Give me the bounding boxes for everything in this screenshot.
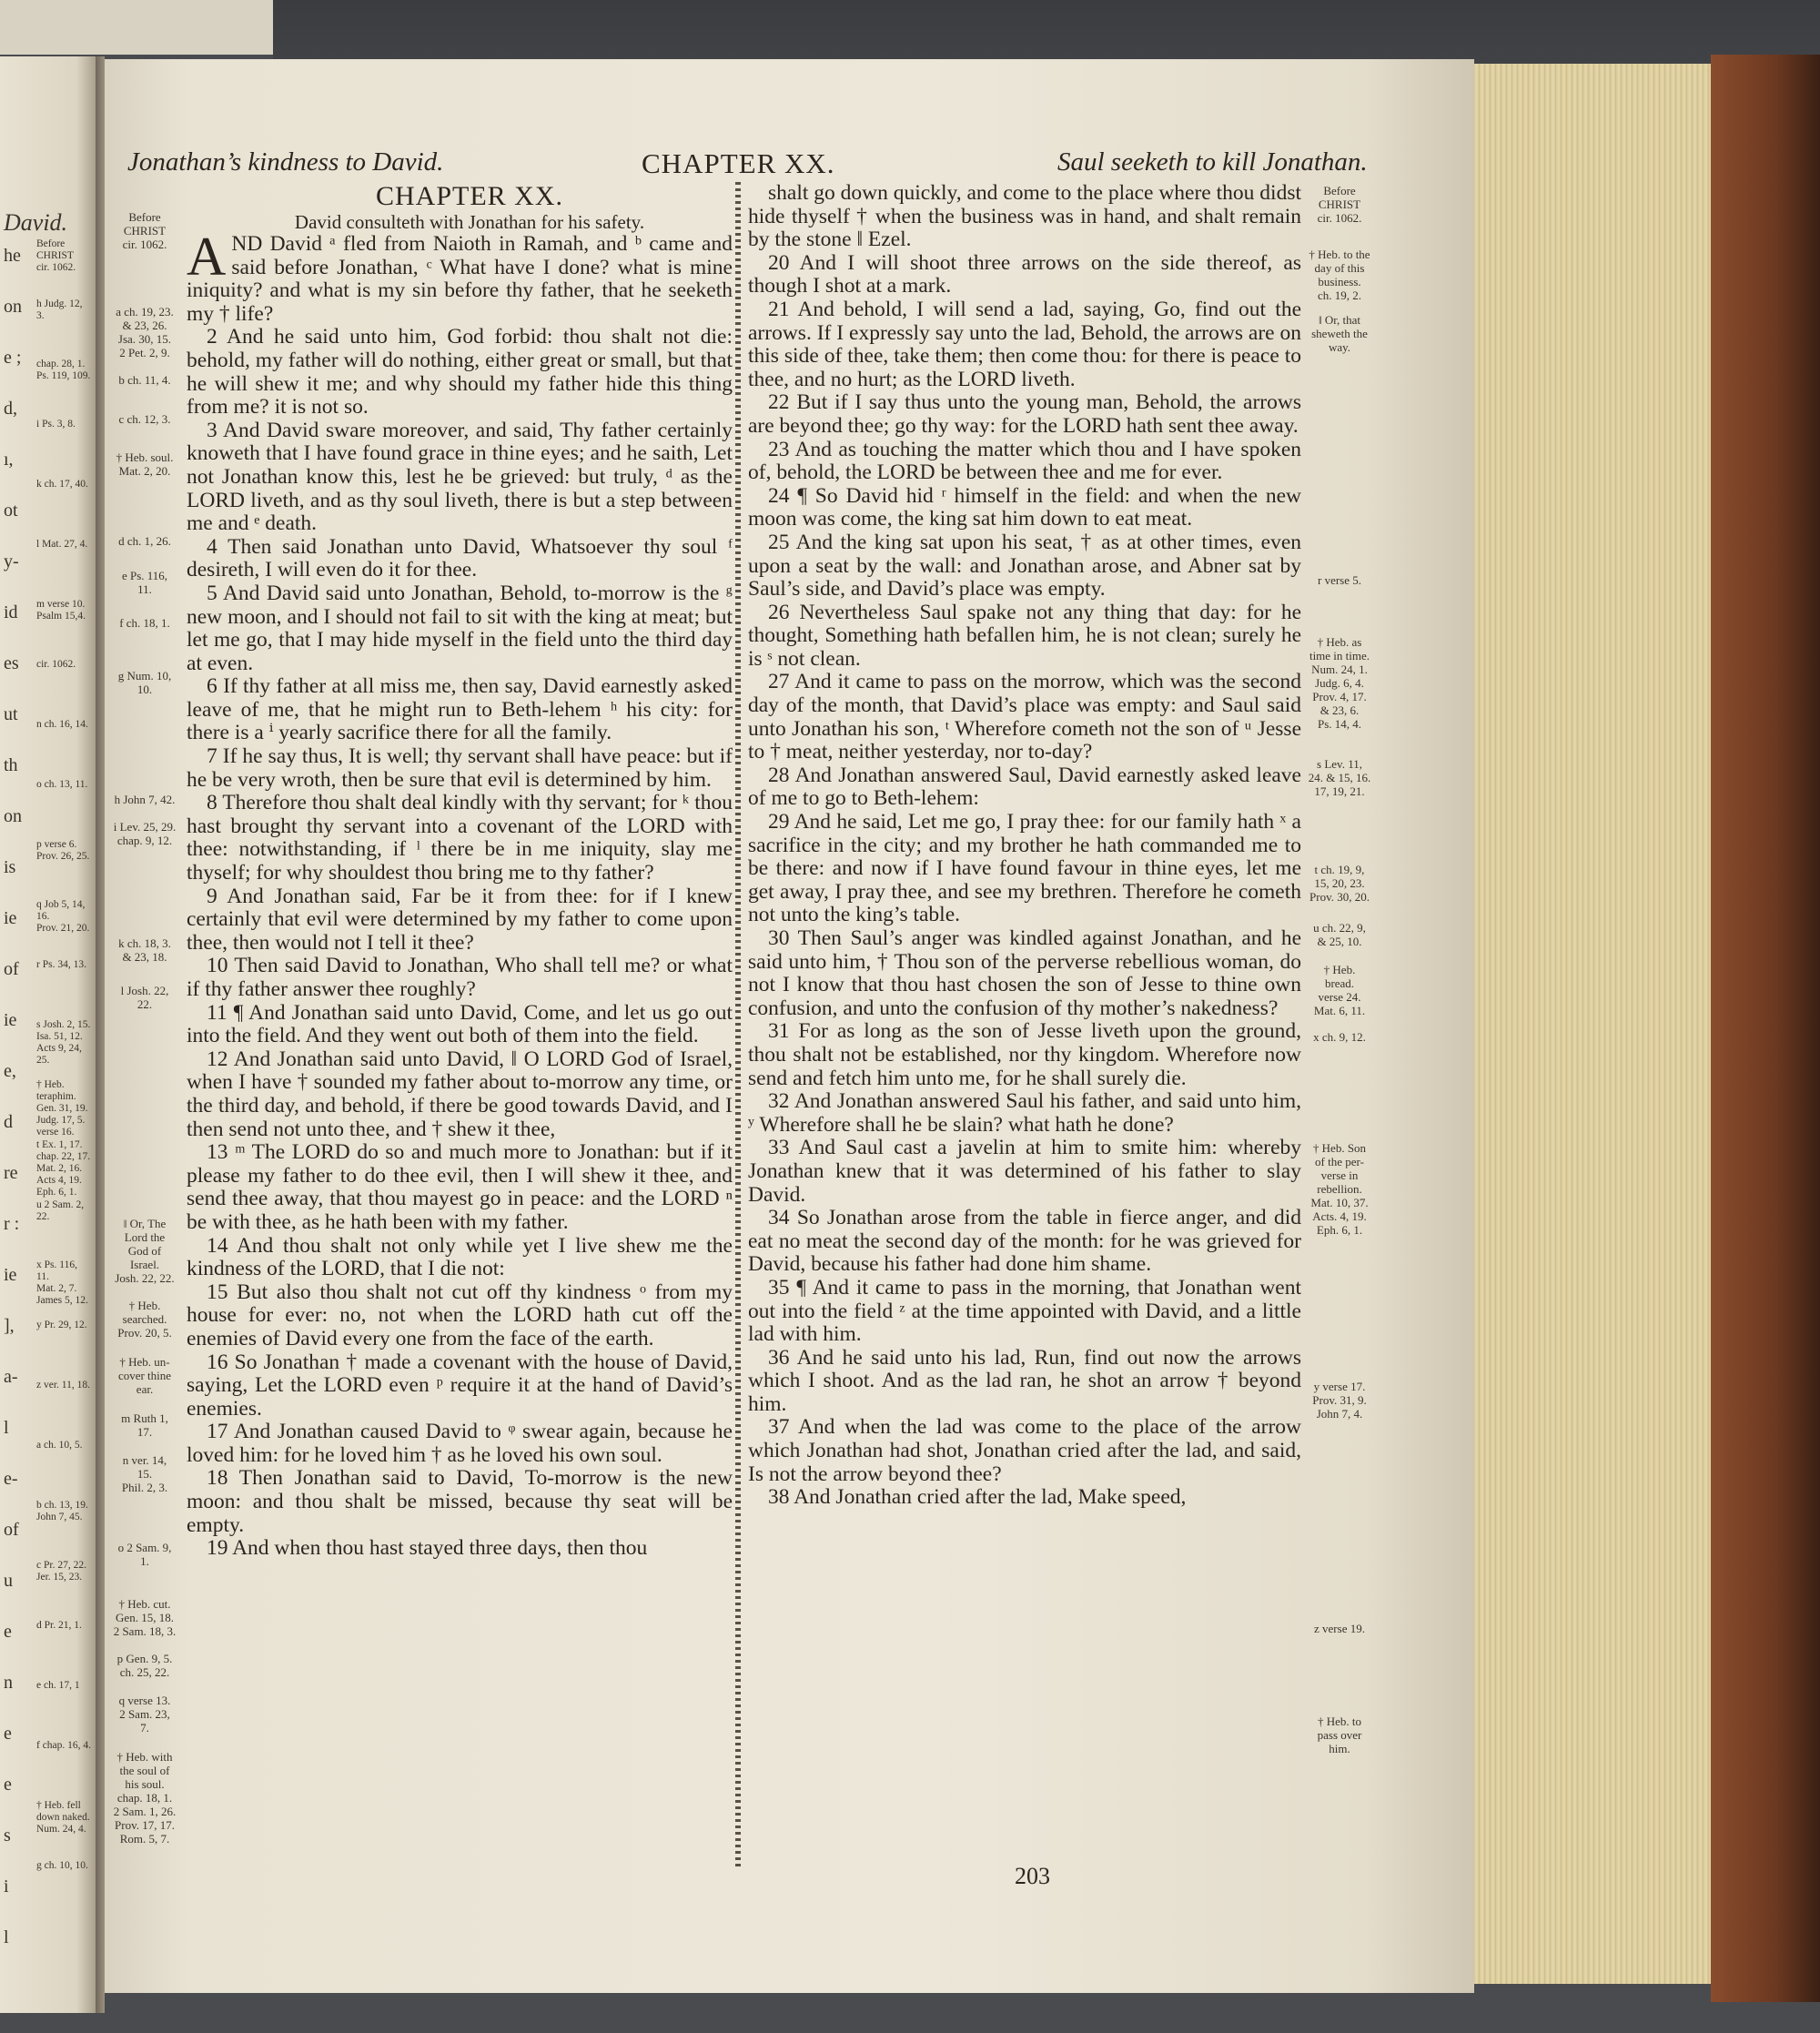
verse-paragraph: 33 And Saul cast a javelin at him to smite him: whereby Jonathan knew that it was determined of his father to slay David. bbox=[748, 1136, 1301, 1207]
margin-note: † Heb. as time in time. Num. 24, 1. Judg. 6, 4. Prov. 4, 17. & 23, 6. Ps. 14, 4. bbox=[1309, 635, 1370, 731]
margin-note: b ch. 11, 4. bbox=[118, 373, 171, 387]
left-margin-note: u 2 Sam. 2, 22. bbox=[36, 1199, 85, 1222]
left-margin-note: r Ps. 34, 13. bbox=[36, 959, 86, 970]
left-line-fragment: on bbox=[4, 806, 22, 826]
page-edges bbox=[1474, 64, 1747, 1984]
background-top-left bbox=[0, 0, 273, 55]
left-line-fragment: is bbox=[4, 857, 16, 877]
margin-note: † Heb. cut. Gen. 15, 18. 2 Sam. 18, 3. bbox=[113, 1597, 177, 1638]
margin-note: q verse 13. 2 Sam. 23, 7. bbox=[118, 1694, 171, 1735]
left-margin-note: t Ex. 1, 17. chap. 22, 17. Mat. 2, 16. Acts 4, 19. Eph. 6, 1. bbox=[36, 1139, 91, 1198]
left-margin-note: h Judg. 12, 3. bbox=[36, 298, 83, 321]
running-head-center: CHAPTER XX. bbox=[642, 147, 835, 179]
verse-paragraph: 23 And as touching the matter which thou and I have spoken of, behold, the LORD be between thee and me for ever. bbox=[748, 437, 1301, 485]
margin-note: y verse 17. Prov. 31, 9. John 7, 4. bbox=[1312, 1380, 1367, 1421]
left-margin-note: m verse 10. Psalm 15,4. bbox=[36, 599, 86, 622]
verse-paragraph: 26 Nevertheless Saul spake not any thing that day: for he thought, Something hath befallen him, he is not clean; surely he is ˢ not clean. bbox=[748, 600, 1301, 671]
left-margin-note: c Pr. 27, 22. Jer. 15, 23. bbox=[36, 1560, 86, 1583]
verse-paragraph: 21 And behold, I will send a lad, saying, Go, find out the arrows. If I expressly say unto the lad, Behold, the arrows are on this side of thee, take them; then come thou: for there is peace to thee, and no hurt; as the LORD liveth. bbox=[748, 297, 1301, 391]
verse-paragraph: 35 ¶ And it came to pass in the morning, that Jonathan went out into the field ᶻ at the time appointed with David, and a little lad with him. bbox=[748, 1275, 1301, 1347]
verse-paragraph: 2 And he said unto him, God forbid: thou shalt not die: behold, my father will do nothing, either great or small, but that he will shew it me; and why should my father hide this thing from me? it is not so. bbox=[187, 325, 733, 420]
verse-paragraph: 10 Then said David to Jonathan, Who shall tell me? or what if thy father answer thee roughly? bbox=[187, 954, 733, 1001]
margin-note: † Heb. searched. Prov. 20, 5. bbox=[117, 1299, 172, 1340]
margin-note: i Lev. 25, 29. chap. 9, 12. bbox=[113, 820, 177, 847]
left-margin-note: z ver. 11, 18. bbox=[36, 1380, 90, 1391]
left-line-fragment: e bbox=[4, 1724, 12, 1744]
left-margin-note: o ch. 13, 11. bbox=[36, 779, 88, 790]
left-margin-note: a ch. 10, 5. bbox=[36, 1440, 83, 1451]
verse-paragraph: 7 If he say thus, It is well; thy servant shall have peace: but if he be very wroth, then be sure that evil is determined by him. bbox=[187, 744, 733, 792]
verse-paragraph: 14 And thou shalt not only while yet I live shew me the kindness of the LORD, that I die not: bbox=[187, 1233, 733, 1281]
left-margin-note: y Pr. 29, 12. bbox=[36, 1320, 87, 1330]
left-margin-note: cir. 1062. bbox=[36, 659, 76, 670]
left-line-fragment: n bbox=[4, 1673, 13, 1693]
margin-notes-right bbox=[1303, 182, 1376, 1866]
left-line-fragment: e, bbox=[4, 1061, 16, 1081]
verse-paragraph: 15 But also thou shalt not cut off thy kindness ᵒ from my house for ever: no, not when the LORD hath cut off the enemies of David every one from the face of the earth. bbox=[187, 1279, 733, 1350]
margin-note: a ch. 19, 23. & 23, 26. Jsa. 30, 15. 2 Pet. 2, 9. bbox=[116, 305, 174, 359]
left-line-fragment: he bbox=[4, 246, 21, 266]
verse-paragraph: 12 And Jonathan said unto David, ‖ O LORD God of Israel, when I have † sounded my father about to-morrow any time, or the third day, and behold, if there be good towards David, and I then send not unto thee, and † shew it thee, bbox=[187, 1047, 733, 1141]
verse-paragraph: 13 ᵐ The LORD do so and much more to Jonathan: but if it please my father to do thee evil, then I will shew it thee, and send thee away, that thou mayest go in peace: and the LORD ⁿ be with thee, as he hath been with my father. bbox=[187, 1140, 733, 1234]
left-margin-note: q Job 5, 14, 16. Prov. 21, 20. bbox=[36, 899, 90, 934]
left-margin-note: l Mat. 27, 4. bbox=[36, 539, 88, 550]
verse-paragraph: 30 Then Saul’s anger was kindled against Jonathan, and he said unto him, † Thou son of the perverse rebellious woman, do not I know that thou hast chosen the son of Jesse to thine own confusion, and unto the confusion of thy mother’s nakedness? bbox=[748, 926, 1301, 1020]
margin-notes-left bbox=[107, 196, 182, 1879]
left-line-fragment: r : bbox=[4, 1214, 20, 1234]
left-line-fragment: th bbox=[4, 755, 18, 775]
left-line-fragment: ], bbox=[4, 1316, 15, 1336]
margin-note: o 2 Sam. 9, 1. bbox=[117, 1541, 172, 1568]
margin-note: m Ruth 1, 17. bbox=[121, 1411, 168, 1439]
left-line-fragment: of bbox=[4, 959, 19, 979]
margin-note: † Heb. bread. verse 24. Mat. 6, 11. bbox=[1313, 963, 1366, 1017]
margin-note: l Josh. 22, 22. bbox=[120, 984, 169, 1011]
verse-paragraph: 16 So Jonathan † made a covenant with the house of David, saying, Let the LORD even ᵖ require it at the hand of David’s enemies. bbox=[187, 1350, 733, 1421]
margin-note: p Gen. 9, 5. ch. 25, 22. bbox=[116, 1652, 173, 1679]
margin-note: † Heb. to the day of this business. ch. 19, 2. bbox=[1309, 248, 1370, 302]
verse-paragraph: 34 So Jonathan arose from the table in fierce anger, and did eat no meat the second day of the month: for he was grieved for David, because his father had done him shame. bbox=[748, 1206, 1301, 1277]
left-line-fragment: d bbox=[4, 1112, 13, 1132]
verse-paragraph: 20 And I will shoot three arrows on the side thereof, as though I shot at a mark. bbox=[748, 250, 1301, 298]
verse-paragraph: 8 Therefore thou shalt deal kindly with thy servant; for ᵏ thou hast brought thy servant into a covenant of the LORD with thee: notwithstanding, if ˡ there be in me iniquity, slay me thyself; for why shouldest thou bring me to thy father? bbox=[187, 791, 733, 885]
left-line-fragment: s bbox=[4, 1826, 11, 1846]
verse-paragraph: 19 And when thou hast stayed three days, then thou bbox=[207, 1536, 648, 1561]
margin-note: † Heb. with the soul of his soul. chap. 18, 1. 2 Sam. 1, 26. Prov. 17, 17. Rom. 5, 7. bbox=[113, 1750, 177, 1846]
verse-paragraph: 27 And it came to pass on the morrow, which was the second day of the month, that David’s place was empty: and Saul said unto Jonathan his son, ᵗ Wherefore cometh not the son of ᵘ Jesse to † meat, neither yesterday, nor to-day? bbox=[748, 670, 1301, 764]
left-margin-note: † Heb. fell down naked. Num. 24, 4. bbox=[36, 1800, 90, 1835]
left-margin-note: s Josh. 2, 15. Isa. 51, 12. Acts 9, 24, 25. bbox=[36, 1019, 91, 1066]
left-line-fragment: d, bbox=[4, 399, 17, 419]
margin-note: f ch. 18, 1. bbox=[119, 616, 170, 630]
verse-paragraph: 5 And David said unto Jonathan, Behold, to-morrow is the ᵍ new moon, and I should not fail to sit with the king at meat; but let me go, that I may hide myself in the field unto the third day at even. bbox=[187, 581, 733, 675]
verse-paragraph bbox=[187, 227, 733, 326]
left-page-fragment bbox=[0, 56, 96, 2013]
left-line-fragment: e bbox=[4, 1775, 12, 1795]
left-page-header: David. bbox=[4, 209, 68, 236]
margin-note: n ver. 14, 15. Phil. 2, 3. bbox=[121, 1453, 168, 1494]
verse-paragraph: 17 And Jonathan caused David to ᵠ swear again, because he loved him: for he loved him † as he loved his own soul. bbox=[187, 1420, 733, 1467]
margin-note: Before CHRIST cir. 1062. bbox=[1317, 184, 1362, 225]
chapter-heading: CHAPTER XX. bbox=[375, 181, 563, 211]
margin-note: ‖ Or, The Lord the God of Israel. Josh. 22, 22. bbox=[115, 1217, 175, 1285]
verse-paragraph: 6 If thy father at all miss me, then say, David earnestly asked leave of me, that he might run to Beth-lehem ʰ his city: for there is a ⁱ yearly sacrifice there for all the family. bbox=[187, 674, 733, 745]
running-head-left: Jonathan’s kindness to David. bbox=[127, 147, 444, 177]
drop-cap: A bbox=[187, 227, 227, 287]
margin-note: e Ps. 116, 11. bbox=[121, 569, 168, 596]
margin-note: k ch. 18, 3. & 23, 18. bbox=[118, 936, 171, 964]
verse-paragraph: 38 And Jonathan cried after the lad, Make speed, bbox=[768, 1485, 1187, 1510]
verse-paragraph: shalt go down quickly, and come to the place where thou didst hide thyself † when the business was in hand, and shalt remain by the stone ‖ Ezel. bbox=[748, 181, 1301, 252]
margin-note: t ch. 19, 9, 15, 20, 23. Prov. 30, 20. bbox=[1309, 863, 1370, 904]
left-line-fragment: y- bbox=[4, 551, 19, 571]
left-line-fragment: ie bbox=[4, 1010, 17, 1030]
verse-paragraph: 36 And he said unto his lad, Run, find out now the arrows which I shoot. And as the lad ran, he shot an arrow † beyond him. bbox=[748, 1345, 1301, 1416]
left-margin-note: k ch. 17, 40. bbox=[36, 479, 88, 490]
verse-paragraph: 11 ¶ And Jonathan said unto David, Come, and let us go out into the field. And they went out both of them into the field. bbox=[187, 1000, 733, 1048]
verse-paragraph: 9 And Jonathan said, Far be it from thee: for if I knew certainly that evil were determined by my father to come upon thee, then would not I tell it thee? bbox=[187, 884, 733, 955]
left-margin-note: chap. 28, 1. Ps. 119, 109. bbox=[36, 359, 91, 381]
left-line-fragment: u bbox=[4, 1571, 13, 1591]
margin-note: x ch. 9, 12. bbox=[1313, 1030, 1366, 1044]
left-line-fragment: a- bbox=[4, 1367, 18, 1387]
left-margin-note: i Ps. 3, 8. bbox=[36, 419, 76, 430]
margin-note: † Heb. soul. Mat. 2, 20. bbox=[116, 450, 174, 478]
verse-paragraph: 32 And Jonathan answered Saul his father, and said unto him, ʸ Wherefore shall he be slain? what hath he done? bbox=[748, 1089, 1301, 1137]
left-line-fragment: ı, bbox=[4, 450, 14, 470]
margin-note: ‖ Or, that sheweth the way. bbox=[1311, 313, 1368, 354]
left-line-fragment: es bbox=[4, 653, 19, 673]
verse-paragraph: 4 Then said Jonathan unto David, Whatsoever thy soul ᶠ desireth, I will even do it for thee. bbox=[187, 534, 733, 582]
left-line-fragment: e ; bbox=[4, 348, 22, 368]
left-line-fragment: of bbox=[4, 1520, 19, 1540]
left-line-fragment: i bbox=[4, 1876, 9, 1896]
page-number: 203 bbox=[1015, 1863, 1050, 1889]
left-line-fragment: ie bbox=[4, 1265, 17, 1285]
left-line-fragment: e- bbox=[4, 1469, 18, 1489]
left-line-fragment: ut bbox=[4, 704, 18, 724]
left-margin-note: † Heb. teraphim. Gen. 31, 19. Judg. 17, 5. verse 16. bbox=[36, 1079, 88, 1138]
left-line-fragment: ot bbox=[4, 501, 18, 521]
text-column-1 bbox=[187, 182, 733, 1561]
left-margin-note: p verse 6. Prov. 26, 25. bbox=[36, 839, 90, 862]
left-margin-note: x Ps. 116, 11. Mat. 2, 7. James 5, 12. bbox=[36, 1259, 88, 1306]
verse-paragraph: 18 Then Jonathan said to David, To-morrow is the new moon: and thou shalt be missed, because thy seat will be empty. bbox=[187, 1466, 733, 1537]
left-margin-note: f chap. 16, 4. bbox=[36, 1740, 92, 1751]
margin-note: u ch. 22, 9, & 25, 10. bbox=[1313, 921, 1366, 948]
verse-paragraph: 29 And he said, Let me go, I pray thee: for our family hath ˣ a sacrifice in the city; and my brother he hath commanded me to be there: and now if I have found favour in thine eyes, let me get away, I pray thee, and see my brethren. Therefore he cometh not unto the king’s table. bbox=[748, 810, 1301, 927]
left-line-fragment: re bbox=[4, 1163, 18, 1183]
left-line-fragment: id bbox=[4, 602, 18, 622]
verse-paragraph: 22 But if I say thus unto the young man, Behold, the arrows are beyond thee; go thy way: for the LORD hath sent thee away. bbox=[748, 390, 1301, 438]
margin-note: g Num. 10, 10. bbox=[117, 669, 172, 696]
left-line-fragment: l bbox=[4, 1418, 9, 1438]
margin-note: Before CHRIST cir. 1062. bbox=[122, 210, 167, 251]
verse-paragraph: 24 ¶ So David hid ʳ himself in the field: and when the new moon was come, the king sat him down to eat meat. bbox=[748, 483, 1301, 531]
left-margin-note: e ch. 17, 1 bbox=[36, 1680, 80, 1691]
verse-paragraph: 37 And when the lad was come to the place of the arrow which Jonathan had shot, Jonathan cried after the lad, and said, Is not the arrow beyond thee? bbox=[748, 1415, 1301, 1486]
verse-paragraph: 25 And the king sat upon his seat, † as at other times, even upon a seat by the wall: and Jonathan arose, and Abner sat by Saul’s side, and David’s place was empty. bbox=[748, 530, 1301, 602]
margin-note: s Lev. 11, 24. & 15, 16. 17, 19, 21. bbox=[1308, 757, 1371, 798]
left-line-fragment: ie bbox=[4, 908, 17, 928]
verse-paragraph: 3 And David sware moreover, and said, Thy father certainly knoweth that I have found grace in thine eyes; and he saith, Let not Jonathan know this, lest he be grieved: but truly, ᵈ as the LORD liveth, and as thy soul liveth, there is but a step between me and ᵉ death. bbox=[187, 418, 733, 536]
text-column-2 bbox=[748, 182, 1301, 1510]
left-margin-note: Before CHRIST cir. 1062. bbox=[36, 238, 76, 273]
left-margin-note: n ch. 16, 14. bbox=[36, 719, 88, 730]
chapter-summary: David consulteth with Jonathan for his safety. bbox=[294, 211, 645, 233]
left-line-fragment: l bbox=[4, 1927, 9, 1947]
book-gutter bbox=[96, 56, 105, 2013]
margin-note: r verse 5. bbox=[1317, 573, 1361, 587]
running-head-right: Saul seeketh to kill Jonathan. bbox=[1057, 147, 1368, 177]
column-divider bbox=[735, 182, 741, 1870]
verse-paragraph: 31 For as long as the son of Jesse liveth upon the ground, thou shalt not be established, nor thy kingdom. Wherefore now send and fetch him unto me, for he shall surely die. bbox=[748, 1019, 1301, 1090]
margin-note: c ch. 12, 3. bbox=[118, 412, 171, 426]
margin-note: d ch. 1, 26. bbox=[118, 534, 171, 548]
margin-note: † Heb. Son of the per- verse in rebellion. Mat. 10, 37. Acts. 4, 19. Eph. 6, 1. bbox=[1310, 1141, 1369, 1237]
left-margin-note: g ch. 10, 10. bbox=[36, 1860, 88, 1871]
margin-note: † Heb. un- cover thine ear. bbox=[117, 1355, 172, 1396]
margin-note: z verse 19. bbox=[1314, 1622, 1365, 1635]
left-line-fragment: e bbox=[4, 1622, 12, 1642]
book-cover-edge bbox=[1711, 55, 1820, 2002]
left-margin-note: d Pr. 21, 1. bbox=[36, 1620, 82, 1631]
margin-note: h John 7, 42. bbox=[114, 793, 176, 806]
left-margin-note: b ch. 13, 19. John 7, 45. bbox=[36, 1500, 88, 1522]
verse-text: ND David ᵃ fled from Naioth in Ramah, and ᵇ came and said before Jonathan, ᶜ What have I done? what is mine iniquity? and what is my sin before thy father, that he seeketh my † life? bbox=[187, 232, 733, 326]
verse-paragraph: 28 And Jonathan answered Saul, David earnestly asked leave of me to go to Beth-lehem: bbox=[748, 763, 1301, 811]
margin-note: † Heb. to pass over him. bbox=[1317, 1714, 1362, 1755]
left-line-fragment: on bbox=[4, 297, 22, 317]
